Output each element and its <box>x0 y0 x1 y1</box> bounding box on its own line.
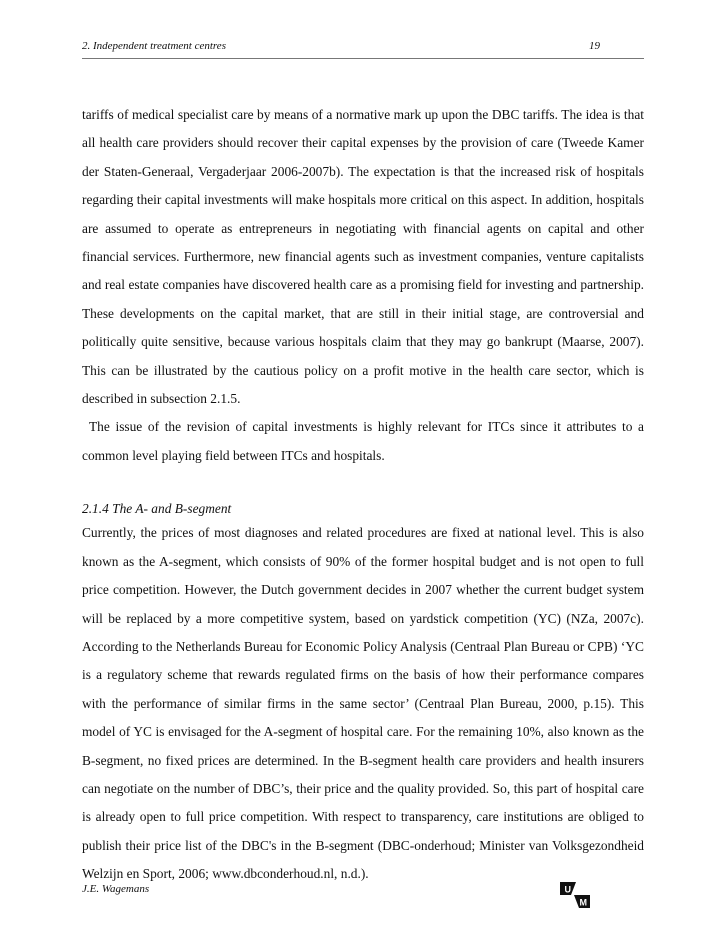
paragraph-a-b-segment: Currently, the prices of most diagnoses and related procedures are fixed at national level. This is also known as the A-segment, which consists of 90% of the former hospital budget and is not open to full price competition. However, the Dutch government decides in 2007 whether the current budget system will be replaced by a more competitive system, based on yardstick competition (YC) (NZa, 2007c). According to the Netherlands Bureau for Economic Policy Analysis (Centraal Plan Bureau or CPB) ‘YC is a regulatory scheme that rewards regulated firms on the basis of how their performance compares with the performance of similar firms in the same sector’ (Centraal Plan Bureau, 2000, p.15). This model of YC is envisaged for the A-segment of hospital care. For the remaining 10%, also known as the B-segment, no fixed prices are determined. In the B-segment health care providers and health insurers can negotiate on the number of DBC’s, their price and the quality provided. So, this part of hospital care is already open to full price competition. With respect to transparency, care institutions are obliged to publish their price list of the DBC's in the B-segment (DBC-onderhoud; Minister van Volksgezondheid Welzijn en Sport, 2006; www.dbconderhoud.nl, n.d.). <box>82 525 644 882</box>
svg-text:U: U <box>564 884 571 895</box>
paragraph-capital-investments: The issue of the revision of capital investments is highly relevant for ITCs since it attributes to a common level playing field between ITCs and hospitals. <box>82 419 644 463</box>
university-maastricht-logo-icon <box>560 880 590 910</box>
chapter-title: 2. Independent treatment centres <box>82 40 226 52</box>
header-rule <box>82 58 644 59</box>
svg-text:M: M <box>579 897 587 908</box>
footer-author: J.E. Wagemans <box>82 883 150 895</box>
section-heading: 2.1.4 The A- and B-segment <box>82 501 232 517</box>
running-header <box>82 40 642 52</box>
page-number: 19 <box>589 40 600 52</box>
body-text <box>82 101 644 889</box>
paragraph-capital-tariffs: tariffs of medical specialist care by means of a normative mark up upon the DBC tariffs. The idea is that all health care providers should recover their capital expenses by the provision of care (Tweede Kamer der Staten-Generaal, Vergaderjaar 2006-2007b). The expectation is that the increased risk of hospitals regarding their capital investments will make hospitals more critical on this aspect. In addition, hospitals are assumed to operate as entrepreneurs in negotiating with financial agents on capital and other financial services. Furthermore, new financial agents such as investment companies, venture capitalists and real estate companies have discovered health care as a promising field for investing and partnership. These developments on the capital market, that are still in their initial stage, are controversial and politically quite sensitive, because various hospitals claim that they may go bankrupt (Maarse, 2007). This can be illustrated by the cautious policy on a profit motive in the health care sector, which is described in subsection 2.1.5. <box>82 107 644 407</box>
